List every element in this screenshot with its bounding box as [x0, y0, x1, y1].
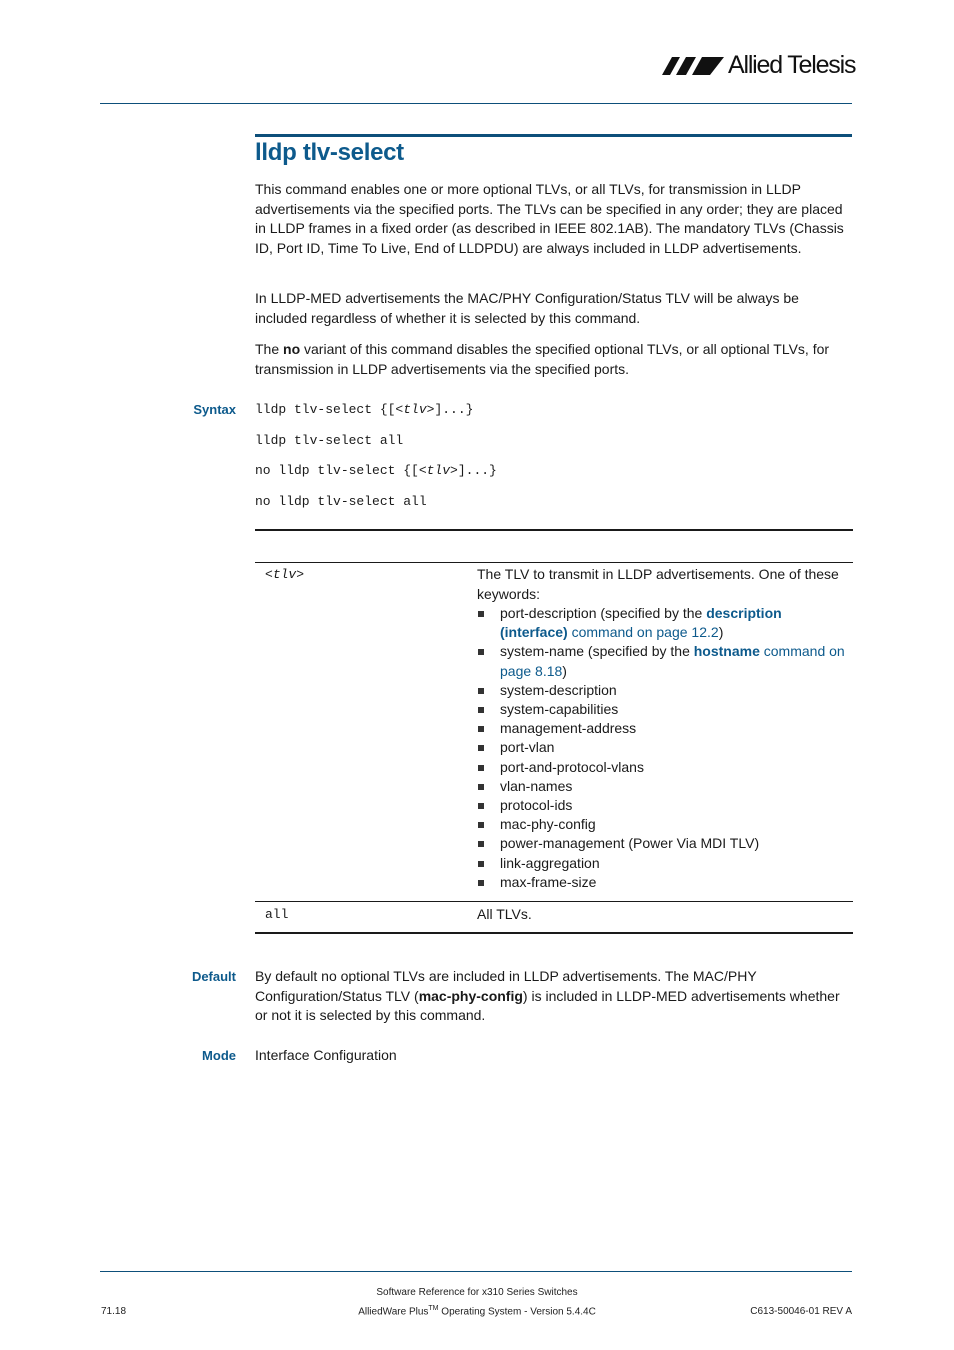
mode-text: Interface Configuration	[255, 1047, 397, 1063]
list-item: protocol-ids	[477, 796, 852, 815]
list-item: system-capabilities	[477, 700, 852, 719]
list-item: vlan-names	[477, 777, 852, 796]
page-title: lldp tlv-select	[255, 139, 404, 166]
logo-text: Allied Telesis	[728, 51, 856, 79]
table-top-rule	[255, 529, 853, 531]
syntax-label: Syntax	[193, 402, 236, 417]
list-item: port-and-protocol-vlans	[477, 758, 852, 777]
syntax-line: lldp tlv-select {[<tlv>]...}	[255, 402, 474, 417]
intro-paragraph: This command enables one or more optional TLVs, or all TLVs, for transmission in LLDP advertisements via the specified ports. The TLVs can be specified in any order; they are placed in LLDP frames in a fixed order (as described in IEEE 802.1AB). The mandatory TLVs (Chassis ID, Port ID, Time To Live, End of LLDPDU) are always included in LLDP advertisements.	[255, 181, 844, 256]
company-logo	[662, 50, 855, 80]
title-rule	[255, 134, 852, 137]
tlv-description-text: The TLV to transmit in LLDP advertisements. One of these keywords:	[477, 566, 839, 602]
hostname-link[interactable]: hostname command on page 8.18	[500, 643, 845, 679]
param-tlv-description	[477, 565, 852, 892]
mode-label: Mode	[202, 1048, 236, 1063]
default-paragraph: By default no optional TLVs are included in LLDP advertisements. The MAC/PHY Configuration/Status TLV (mac-phy-config) is included in LLDP-MED advertisements whether or not it is selected by this command.	[255, 968, 840, 1023]
footer-title: Software Reference for x310 Series Switches	[376, 1287, 578, 1298]
table-header-rule	[255, 562, 853, 563]
syntax-line: no lldp tlv-select all	[255, 494, 427, 509]
lldp-med-paragraph: In LLDP-MED advertisements the MAC/PHY Configuration/Status TLV will be always be included regardless of whether it is selected by this command.	[255, 290, 799, 326]
logo-mark-icon	[662, 54, 724, 76]
syntax-line: no lldp tlv-select {[<tlv>]...}	[255, 463, 497, 478]
param-all: all	[265, 907, 289, 922]
footer-rule	[100, 1271, 852, 1272]
no-variant-paragraph: The no variant of this command disables the specified optional TLVs, or all optional TLVs, for transmission in LLDP advertisements via the specified ports.	[255, 341, 830, 377]
document-number: C613-50046-01 REV A	[750, 1306, 852, 1317]
keyword-list	[477, 604, 852, 892]
syntax-line: lldp tlv-select all	[255, 433, 404, 448]
param-all-description: All TLVs.	[477, 906, 532, 922]
list-item: system-description	[477, 681, 852, 700]
param-tlv: <tlv>	[265, 567, 305, 582]
list-item: power-management (Power Via MDI TLV)	[477, 834, 852, 853]
table-row-rule	[255, 901, 853, 902]
page-number: 71.18	[101, 1306, 127, 1317]
table-bottom-rule	[255, 932, 853, 934]
default-label: Default	[191, 969, 236, 984]
list-item: management-address	[477, 719, 852, 738]
list-item: port-description (specified by the description (interface) command on page 12.2)	[477, 604, 852, 642]
header-rule	[100, 103, 852, 104]
list-item: port-vlan	[477, 738, 852, 757]
list-item: link-aggregation	[477, 854, 852, 873]
list-item: system-name (specified by the hostname command on page 8.18)	[477, 642, 852, 680]
description-interface-link[interactable]: description (interface) command on page 12.2	[500, 605, 782, 641]
list-item: max-frame-size	[477, 873, 852, 892]
list-item: mac-phy-config	[477, 815, 852, 834]
footer-product: AlliedWare Plus™ Operating System - Version 5.4.4C	[358, 1305, 596, 1318]
